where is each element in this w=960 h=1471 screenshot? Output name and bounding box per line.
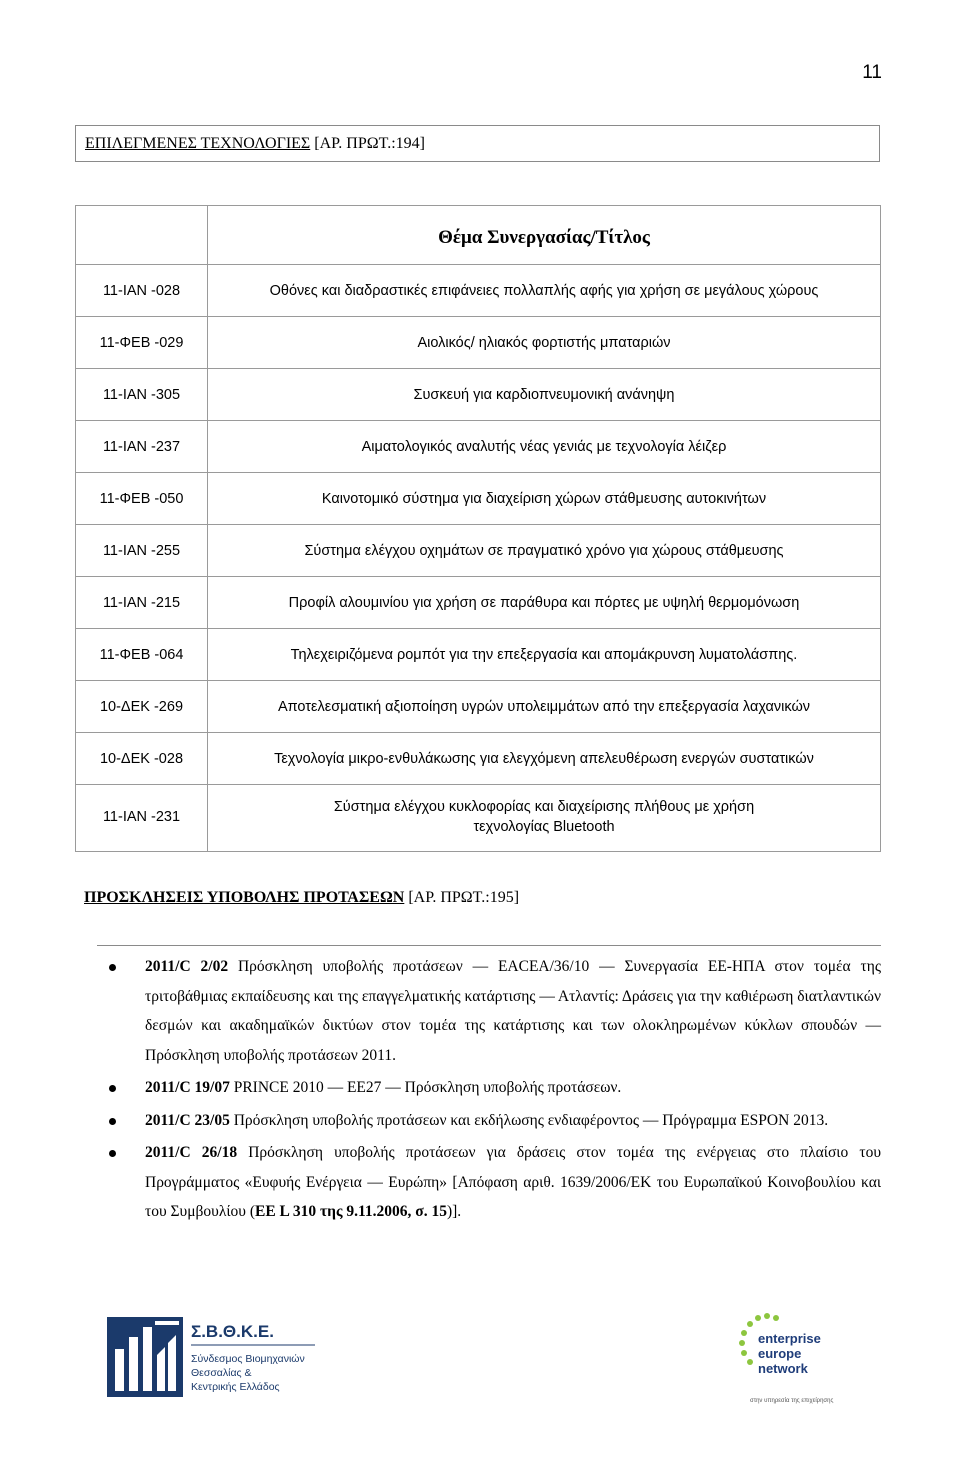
- row-code: 11-ΦΕΒ -064: [76, 629, 208, 681]
- row-code: 11-IAN -255: [76, 525, 208, 577]
- bullet-icon: [109, 1085, 116, 1092]
- table-row: [76, 681, 881, 733]
- logo-left-name: Σ.Β.Θ.Κ.Ε.: [191, 1322, 274, 1341]
- table-row: [76, 421, 881, 473]
- page-number: 11: [862, 62, 882, 83]
- call-text: Πρόσκληση υποβολής προτάσεων για δράσεις στον τομέα της ενέργειας στο πλαίσιο του Προγράμματος «Ευφυής Ενέργεια — Ευρώπη» [Απόφαση αριθ. 1639/2006/ΕΚ του Ευρωπαϊκού Κοινοβουλίου και του Συμβουλίου (: [145, 1144, 881, 1220]
- list-item: [97, 1073, 881, 1103]
- row-title: Σύστημα ελέγχου οχημάτων σε πραγματικό χρόνο για χώρους στάθμευσης: [208, 525, 881, 577]
- calls-title: ΠΡΟΣΚΛΗΣΕΙΣ ΥΠΟΒΟΛΗΣ ΠΡΟΤΑΣΕΩΝ: [84, 889, 405, 906]
- call-text: Πρόσκληση υποβολής προτάσεων και εκδήλωσης ενδιαφέροντος — Πρόγραμμα ESPON: [233, 1111, 790, 1129]
- table-row: [76, 369, 881, 421]
- technologies-ref: [ΑΡ. ΠΡΩΤ.:194]: [314, 135, 425, 152]
- call-text: Πρόσκληση υποβολής προτάσεων — EACEA/36/10 — Συνεργασία ΕΕ-ΗΠΑ στον τομέα της τριτοβάθμιας εκπαίδευσης και της επαγγελματικής κατάρτισης — Ατλαντίς: Δράσεις για την καθιέρωση διατλαντικών δεσμών και ακαδημαϊκών δικτύων στον τομέα της κατάρτισης και των ολοκληρωμένων κύκλων σπουδών — Πρόσκληση υποβολής προτάσεων 2011.: [145, 958, 882, 1064]
- table-row: [76, 317, 881, 369]
- logo-right-tagline: στην υπηρεσία της επιχείρησης: [750, 1398, 834, 1404]
- technologies-title: ΕΠΙΛΕΓΜΕΝΕΣ ΤΕΧΝΟΛΟΓΙΕΣ: [85, 135, 311, 152]
- row-title: Αιματολογικός αναλυτής νέας γενιάς με τεχνολογία λέιζερ: [208, 421, 881, 473]
- sbthke-logo: [105, 1315, 325, 1400]
- row-title: Αποτελεσματική αξιοποίηση υγρών υπολειμμάτων από την επεξεργασία λαχανικών: [208, 681, 881, 733]
- list-item: [97, 1106, 881, 1136]
- logo-left-sub2: Θεσσαλίας &: [191, 1367, 252, 1379]
- bullet-icon: [109, 964, 116, 971]
- table-row: [76, 629, 881, 681]
- call-code: 2011/C 19/07: [145, 1079, 230, 1096]
- row-code: 11-IAN -305: [76, 369, 208, 421]
- row-code: 11-ΦΕΒ -029: [76, 317, 208, 369]
- logo-right-line1: enterprise: [758, 1331, 821, 1346]
- row-code: 11-IAN -237: [76, 421, 208, 473]
- row-title: Τεχνολογία μικρο-ενθυλάκωσης για ελεγχόμενη απελευθέρωση ενεργών συστατικών: [208, 733, 881, 785]
- row-title: Αιολικός/ ηλιακός φορτιστής μπαταριών: [208, 317, 881, 369]
- row-code: 11-ΦΕΒ -050: [76, 473, 208, 525]
- call-text-end: 2013.: [793, 1111, 829, 1129]
- row-title: Τηλεχειριζόμενα ρομπότ για την επεξεργασία και απομάκρυνση λυματολάσπης.: [208, 629, 881, 681]
- calls-heading: [84, 889, 519, 907]
- row-code: 10-ΔΕΚ -028: [76, 733, 208, 785]
- row-code: 11-IAN -215: [76, 577, 208, 629]
- row-code: 11-IAN -028: [76, 265, 208, 317]
- row-title: Οθόνες και διαδραστικές επιφάνειες πολλαπλής αφής για χρήση σε μεγάλους χώρους: [208, 265, 881, 317]
- calls-list: [97, 952, 881, 1227]
- row-code: 11-IAN -231: [76, 785, 208, 852]
- een-logo: [736, 1310, 841, 1410]
- row-title: Προφίλ αλουμινίου για χρήση σε παράθυρα και πόρτες με υψηλή θερμομόνωση: [208, 577, 881, 629]
- bullet-icon: [109, 1118, 116, 1125]
- bullet-icon: [109, 1150, 116, 1157]
- call-code: 2011/C 23/05: [145, 1111, 230, 1129]
- header-empty-cell: [76, 206, 208, 265]
- call-text-end: )].: [446, 1203, 462, 1220]
- table-header-row: [76, 206, 881, 265]
- row-code: 10-ΔΕΚ -269: [76, 681, 208, 733]
- technologies-table: [75, 205, 881, 852]
- logo-left-sub1: Σύνδεσμος Βιομηχανιών: [191, 1353, 305, 1365]
- header-title-cell: Θέμα Συνεργασίας/Τίτλος: [208, 206, 881, 265]
- journal-ref: ΕΕ L 310 της 9.11.2006, σ. 15: [255, 1203, 447, 1220]
- technologies-heading: [75, 125, 880, 162]
- list-item: [97, 952, 881, 1070]
- table-row: [76, 733, 881, 785]
- logo-left-sub3: Κεντρικής Ελλάδος: [191, 1381, 280, 1393]
- calls-ref: [ΑΡ. ΠΡΩΤ.:195]: [408, 889, 520, 906]
- list-item: [97, 1138, 881, 1227]
- row-title: Συσκευή για καρδιοπνευμονική ανάνηψη: [208, 369, 881, 421]
- call-text: PRINCE 2010 — ΕΕ27 — Πρόσκληση υποβολής προτάσεων.: [233, 1079, 622, 1096]
- table-row: [76, 265, 881, 317]
- table-row: [76, 473, 881, 525]
- table-row: [76, 577, 881, 629]
- logo-right-line3: network: [758, 1361, 808, 1376]
- table-row: [76, 525, 881, 577]
- row-title: Σύστημα ελέγχου κυκλοφορίας και διαχείρισης πλήθους με χρήση τεχνολογίας Bluetooth: [208, 785, 881, 852]
- logo-right-line2: europe: [758, 1346, 802, 1361]
- factory-icon: [107, 1317, 183, 1397]
- call-code: 2011/C 26/18: [145, 1144, 238, 1161]
- call-code: 2011/C 2/02: [145, 958, 229, 975]
- row-title: Καινοτομικό σύστημα για διαχείριση χώρων στάθμευσης αυτοκινήτων: [208, 473, 881, 525]
- calls-list-box: [97, 945, 881, 1230]
- table-row: [76, 785, 881, 852]
